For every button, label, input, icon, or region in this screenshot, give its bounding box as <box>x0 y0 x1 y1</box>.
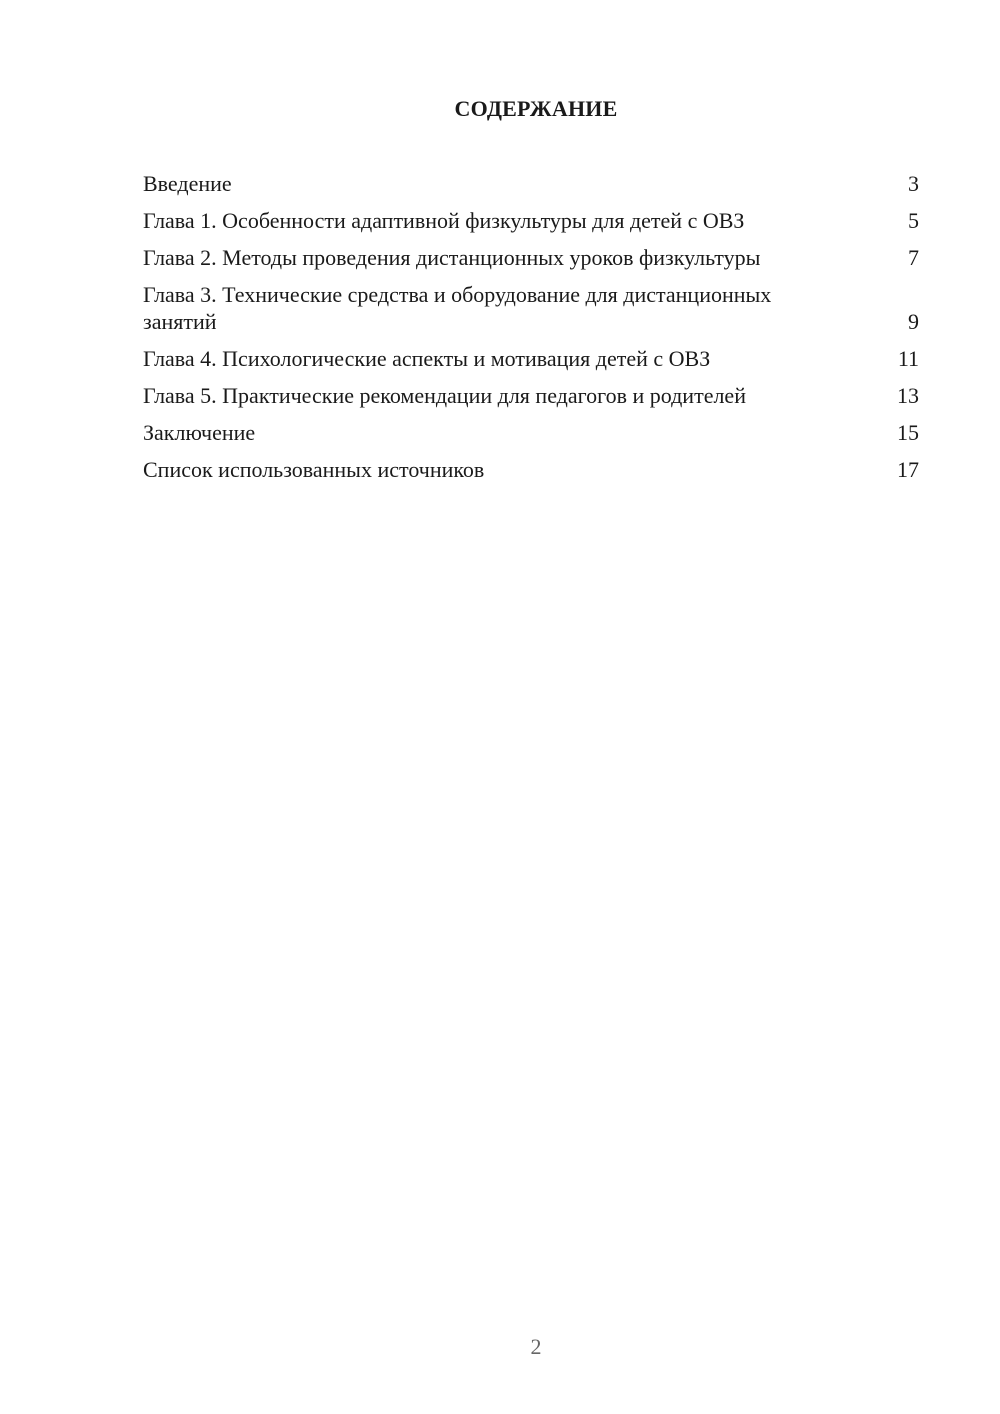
toc-entry-label: Глава 4. Психологические аспекты и мотивация детей с ОВЗ <box>143 346 711 371</box>
toc-entry-conclusion <box>143 419 919 446</box>
toc-entry-page: 7 <box>908 245 919 270</box>
toc-entry-label: Введение <box>143 171 232 196</box>
page-number: 2 <box>530 1334 542 1359</box>
toc-entry-chapter-2 <box>143 244 919 271</box>
toc-entry-label: Список использованных источников <box>143 457 485 482</box>
toc-entry-chapter-4 <box>143 345 919 372</box>
toc-entry-label: Глава 3. Технические средства и оборудование для дистанционных занятий <box>143 282 772 334</box>
toc-entry-page: 13 <box>897 383 919 408</box>
toc-entry-page: 5 <box>908 208 919 233</box>
toc-entry-references <box>143 456 919 483</box>
table-of-contents <box>143 170 919 493</box>
toc-entry-label: Глава 2. Методы проведения дистанционных уроков физкультуры <box>143 245 761 270</box>
toc-entry-page: 17 <box>897 457 919 482</box>
toc-entry-page: 15 <box>897 420 919 445</box>
toc-entry-chapter-5 <box>143 382 919 409</box>
toc-entry-page: 9 <box>908 309 919 334</box>
toc-entry-chapter-3 <box>143 281 919 335</box>
page-title: СОДЕРЖАНИЕ <box>454 96 618 121</box>
toc-entry-page: 3 <box>908 171 919 196</box>
toc-entry-page: 11 <box>897 346 919 371</box>
toc-entry-label: Глава 1. Особенности адаптивной физкультуры для детей с ОВЗ <box>143 208 745 233</box>
toc-entry-label: Заключение <box>143 420 256 445</box>
toc-entry-label: Глава 5. Практические рекомендации для педагогов и родителей <box>143 383 746 408</box>
toc-entry-introduction <box>143 170 919 197</box>
toc-entry-chapter-1 <box>143 207 919 234</box>
